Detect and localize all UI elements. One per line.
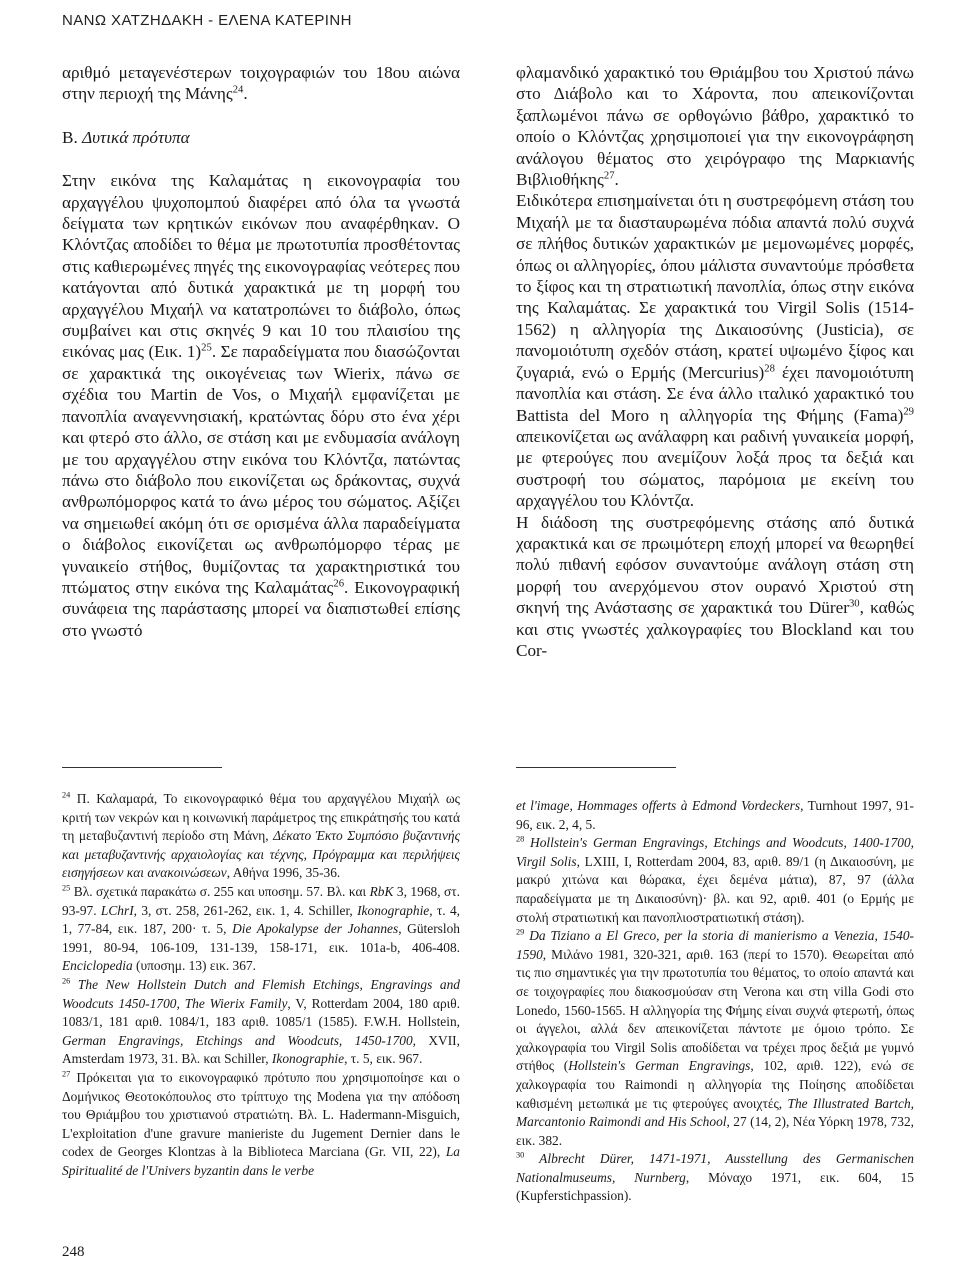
paragraph-continuation: αριθμό μεταγενέστερων τοιχογραφιών του 18ου αιώνα στην περιοχή της Μάνης$^{24}$. — [62, 63, 460, 104]
paragraph-continuation: φλαμανδικό χαρακτικό του Θριάμβου του Χριστού πάνω στο Διάβολο και το Χάροντα, που απεικονίζονται ξαπλωμένοι πάνω σε ορθογώνιο βάθρο, χαρακτικό το οποίο ο Κλόντζας χρησιμοποιεί για την εικονογράφηση ανάλογου θέματος στο χειρόγραφο της Μαρκιανής Βιβλιοθήκης$^{27}$. — [516, 63, 914, 190]
footnote-ref-27[interactable]: 27 — [603, 170, 615, 182]
footnote-29: $^{29}$ Da Tiziano a El Greco, per la storia di manierismo a Venezia, 1540-1590, Μιλάνο 1981, 320-321, αριθ. 163 (περί το 1570). Θεωρείται από τις πιο σημαντικές για την πρωτοτυπία του θέματος, το οποίο απαντά και σε τοιχογραφίες που διακοσμούσαν στη Verona και στη villa Godi στο Lonedo, 1560-1565. Η αλληγορία της Φήμης είναι συχνά φτερωτή, όπως οι άγγελοι, αλλά δεν απεικονίζεται πάντοτε με όμοιο τρόπο. Σε χαλκογραφία του Virgil Solis αποδίδεται να τρέχει προς δεξιά με γυμνό στήθος (Hollstein's German Engravings, 102, αριθ. 122), ενώ σε χαλκογραφία του Raimondi η αλληγορία της Ποίησης αποδίδεται καθισμένη μετωπικά με τις φτερούγες ανοιχτές, The Illustrated Bartch, Marcantonio Raimondi and His School, 27 (14, 2), Νέα Υόρκη 1978, 732, εικ. 382. — [516, 927, 915, 1148]
body-column-left — [62, 62, 460, 641]
footnotes-right — [516, 797, 914, 1206]
footnote-24: $^{24}$ Π. Καλαμαρά, Το εικονογραφικό θέμα του αρχαγγέλου Μιχαήλ ως κριτή των νεκρών και η κοινωνική παράμετρος της επικράτησής του κατά τη μεταβυζαντινή περίοδο στη Μάνη, Δέκατο Έκτο Συμπόσιο βυζαντινής και μεταβυζαντινής αρχαιολογίας και τέχνης, Πρόγραμμα και περιλήψεις εισηγήσεων και ανακοινώσεων, Αθήνα 1996, 35-36. — [62, 790, 461, 881]
footnote-separator-right — [516, 767, 676, 768]
footnote-ref-29[interactable]: 29 — [903, 405, 914, 417]
paragraph-allegories: Ειδικότερα επισημαίνεται ότι η συστρεφόμενη στάση του Μιχαήλ με τα διασταυρωμένα πόδια απαντά πολύ συχνά σε πλήθος δυτικών χαρακτικών με μεμονωμένες μορφές, όπως οι αλληγορίες, όπου μάλιστα συναντούμε πρόσθετα το ξίφος και τη στρατιωτική πανοπλία, όπως στην εικόνα της Καλαμάτας. Σε χαρακτικά του Virgil Solis (1514-1562) η αλληγορία της Δικαιοσύνης (Justicia), σε πανομοιότυπη σχεδόν στάση, κρατεί υψωμένο ξίφος και ζυγαριά, ενώ ο Ερμής (Mercurius)$^{28}$ έχει πανομοιότυπη πανοπλία και στάση. Σε ένα άλλο ιταλικό χαρακτικό του Battista del Moro η αλληγορία της Φήμης (Fama)$^{29}$ απεικονίζεται ως ανάλαφρη και ραδινή γυναικεία μορφή, με φτερούγες που ανεμίζουν λοξά προς τα δεξιά και συστροφή του σώματος, παρόμοια με εκείνη του αρχαγγέλου του Κλόντζα. — [516, 191, 914, 511]
page-number: 248 — [62, 1244, 85, 1260]
footnote-ref-30[interactable]: 30 — [848, 598, 860, 610]
footnotes-left — [62, 790, 460, 1180]
section-heading: Β. Δυτικά πρότυπα — [62, 127, 190, 147]
footnote-ref-24[interactable]: 24 — [232, 84, 244, 96]
footnote-separator-left — [62, 767, 222, 768]
footnote-27-continued: et l'image, Hommages offerts à Edmond Vordeckers, Turnhout 1997, 91-96, εικ. 2, 4, 5. — [516, 798, 915, 832]
footnote-30: $^{30}$ Albrecht Dürer, 1471-1971, Ausstellung des Germanischen Nationalmuseums, Nurnberg, Μόναχο 1971, εικ. 604, 15 (Kupferstichpassion). — [516, 1150, 914, 1204]
footnote-26: $^{26}$ The New Hollstein Dutch and Flemish Etchings, Engravings and Woodcuts 1450-1700, The Wierix Family, V, Rotterdam 2004, 180 αριθ. 1083/1, 181 αριθ. 1084/1, 183 αριθ. 1085/1 (1585). F.W.H. Hollstein, German Engravings, Etchings and Woodcuts, 1450-1700, XVII, Amsterdam 1973, 31. Βλ. και Schiller, Ikonographie, τ. 5, εικ. 967. — [62, 976, 460, 1067]
paragraph-durer: Η διάδοση της συστρεφόμενης στάσης από δυτικά χαρακτικά και σε πρωιμότερη εποχή μπορεί να θεωρηθεί πολύ πιθανή εφόσον συναντούμε ανάλογη στάση στη μορφή του ανερχόμενου στον ουρανό Χριστού στη σκηνή της Ανάστασης σε χαρακτικά του Dürer$^{30}$, καθώς και στις γνωστές χαλκογραφίες του Blockland και του Cor- — [516, 512, 914, 660]
paragraph-main: Στην εικόνα της Καλαμάτας η εικονογραφία του αρχαγγέλου ψυχοπομπού διαφέρει από όλα τα γνωστά δείγματα των κρητικών εικόνων που αναφέρθηκαν. Ο Κλόντζας αποδίδει το θέμα με πρωτοτυπία προσθέτοντας στις καθιερωμένες πηγές της εικονογραφίας νεότερες που κατάγονται από δυτικά χαρακτικά με τη μορφή του αρχαγγέλου Μιχαήλ να κατατροπώνει το διάβολο, όπως συμβαίνει και στις σκηνές 9 και 10 του πλαισίου της εικόνας μας (Εικ. 1)$^{25}$. Σε παραδείγματα που διασώζονται σε χαρακτικά της οικογένειας των Wierix, πάνω σε σχέδια του Martin de Vos, ο Μιχαήλ εμφανίζεται με πανοπλία αναγεννησιακή, κρατώντας δόρυ στο ένα χέρι και φτερό στο άλλο, σε στάση και με ενδυμασία ανάλογη με του αρχαγγέλου στην εικόνα του Κλόντζα, πατώντας πάνω στο διάβολο που εικονίζεται ως δράκοντας, συχνά ανθρωπόμορφος κατά το άνω μέρος του σώματος. Αξίζει να σημειωθεί ακόμη ότι σε ορισμένα άλλα παραδείγματα ο διάβολος εικονίζεται ως ανθρωπόμορφο τέρας με γυναικείο στήθος, θυμίζοντας τα χαρακτηριστικά του πτώματος στην εικόνα της Καλαμάτας$^{26}$. Εικονογραφική συνάφεια της παράστασης μπορεί να διαπιστωθεί επίσης στο γνωστό — [62, 171, 460, 640]
footnote-ref-25[interactable]: 25 — [201, 342, 212, 354]
footnote-25: $^{25}$ Βλ. σχετικά παρακάτω σ. 255 και υποσημ. 57. Βλ. και RbK 3, 1968, στ. 93-97. LChrI, 3, στ. 258, 261-262, εικ. 1, 4. Schiller, Ikonographie, τ. 4, 1, 77-84, εικ. 187, 200· τ. 5, Die Apokalypse der Johannes, Gütersloh 1991, 80-94, 106-109, 131-139, 158-171, εικ. 101a-b, 406-408. Enciclopedia (υποσημ. 13) εικ. 367. — [62, 883, 460, 974]
footnote-ref-28[interactable]: 28 — [764, 362, 775, 374]
footnote-28: $^{28}$ Hollstein's German Engravings, Etchings and Woodcuts, 1400-1700, Virgil Solis, LXIII, I, Rotterdam 2004, 83, αριθ. 89/1 (η Δικαιοσύνη, με μακρύ χιτώνα και θώρακα, έχει δεμένα μάτια), 87, 97 (άλλα παραδείγματα με τη Δικαιοσύνη)· βλ. και 92, αριθ. 401 (ο Ερμής με στολή στρατιωτική και πανοπλιοστρατιωτική στάση). — [516, 834, 914, 925]
footnote-ref-26[interactable]: 26 — [333, 578, 345, 590]
running-head: ΝΑΝΩ ΧΑΤΖΗΔΑΚΗ - ΕΛΕΝΑ ΚΑΤΕΡΙΝΗ — [62, 12, 352, 29]
footnote-27: $^{27}$ Πρόκειται για το εικονογραφικό πρότυπο που χρησιμοποίησε και ο Δομήνικος Θεοτοκόπουλος στο τρίπτυχο της Modena για την απόδοση του Θριάμβου του χριστιανού στρατιώτη. Βλ. L. Hadermann-Misguich, L'exploitation d'une gravure manieriste du Jugement Dernier dans le codex de Georges Klontzas à la Biblioteca Marciana (Gr. VII, 22), La Spiritualité de l'Univers byzantin dans le verbe — [62, 1069, 460, 1178]
body-column-right — [516, 62, 914, 661]
